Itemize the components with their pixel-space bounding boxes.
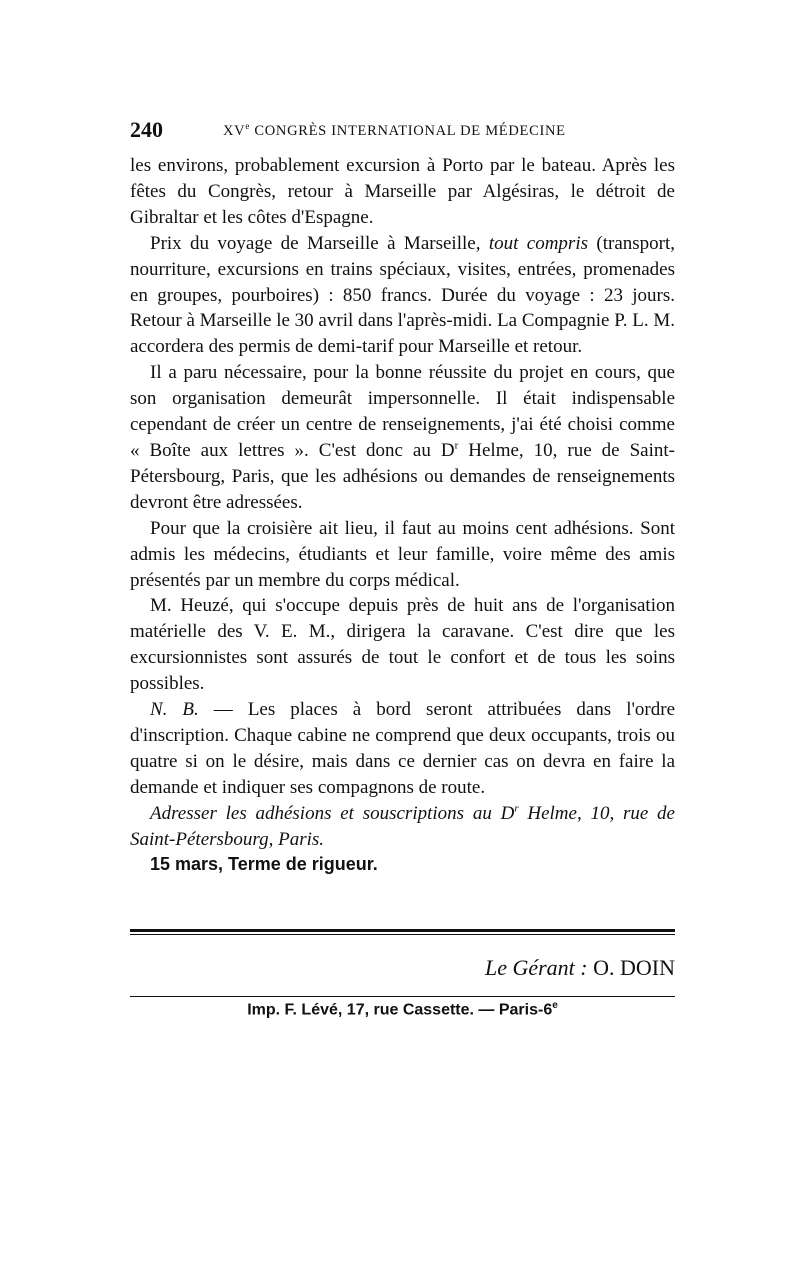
- paragraph-7: Adresser les adhésions et souscriptions au $D^r$ Helme, 10, rue de Saint-Pétersbourg, Paris.: [130, 802, 675, 850]
- page-number: 240: [130, 117, 163, 142]
- paragraph-3: Il a paru nécessaire, pour la bonne réussite du projet en cours, que son organisation demeurât impersonnelle. Il était indispensable cependant de créer un centre de renseignements, j'ai été choisi comme « Boîte aux lettres ». C'est donc au $D^r$ Helme, 10, rue de Saint-Pétersbourg, Paris, que les adhésions ou demandes de renseignements devront être adressées.: [130, 362, 676, 513]
- running-header: [130, 117, 675, 141]
- paragraph-8: 15 mars, Terme de rigueur.: [150, 854, 378, 875]
- paragraph-1: les environs, probablement excursion à Porto par le bateau. Après les fêtes du Congrès, retour à Marseille par Algésiras, le détroit de Gibraltar et les côtes d'Espagne.: [130, 155, 675, 228]
- paragraph-5: M. Heuzé, qui s'occupe depuis près de huit ans de l'organisation matérielle des V. E. M., dirigera la caravane. C'est dire que les excursionnistes sont assurés de tout le confort et de tous les soins possibles.: [130, 595, 675, 695]
- paragraph-2: Prix du voyage de Marseille à Marseille, tout compris (transport, nourriture, excursions en trains spéciaux, visites, entrées, promenades en groupes, pourboires) : 850 francs. Durée du voyage : 23 jours. Retour à Marseille le 30 avril dans l'après-midi. La Compagnie P. L. M. accordera des permis de demi-tarif pour Marseille et retour.: [130, 232, 675, 358]
- body-text: [130, 153, 675, 878]
- divider-imprint: [130, 996, 675, 997]
- running-head: XVe CONGRÈS INTERNATIONAL DE MÉDECINE: [223, 121, 566, 139]
- paragraph-6: N. B. — Les places à bord seront attribuées dans l'ordre d'inscription. Chaque cabine ne comprend que deux occupants, trois ou quatre si on le désire, mais dans ce dernier cas on devra en faire la demande et indiquer ses compagnons de route.: [130, 699, 675, 798]
- divider-thin: [130, 934, 675, 935]
- printer-imprint: Imp. F. Lévé, 17, rue Cassette. — Paris-6e: [247, 1000, 558, 1019]
- paragraph-4: Pour que la croisière ait lieu, il faut au moins cent adhésions. Sont admis les médecins, étudiants et leur famille, voire même des amis présentés par un membre du corps médical.: [130, 517, 675, 591]
- gerant-signature: Le Gérant : O. DOIN: [484, 955, 675, 980]
- divider-thick: [130, 929, 675, 932]
